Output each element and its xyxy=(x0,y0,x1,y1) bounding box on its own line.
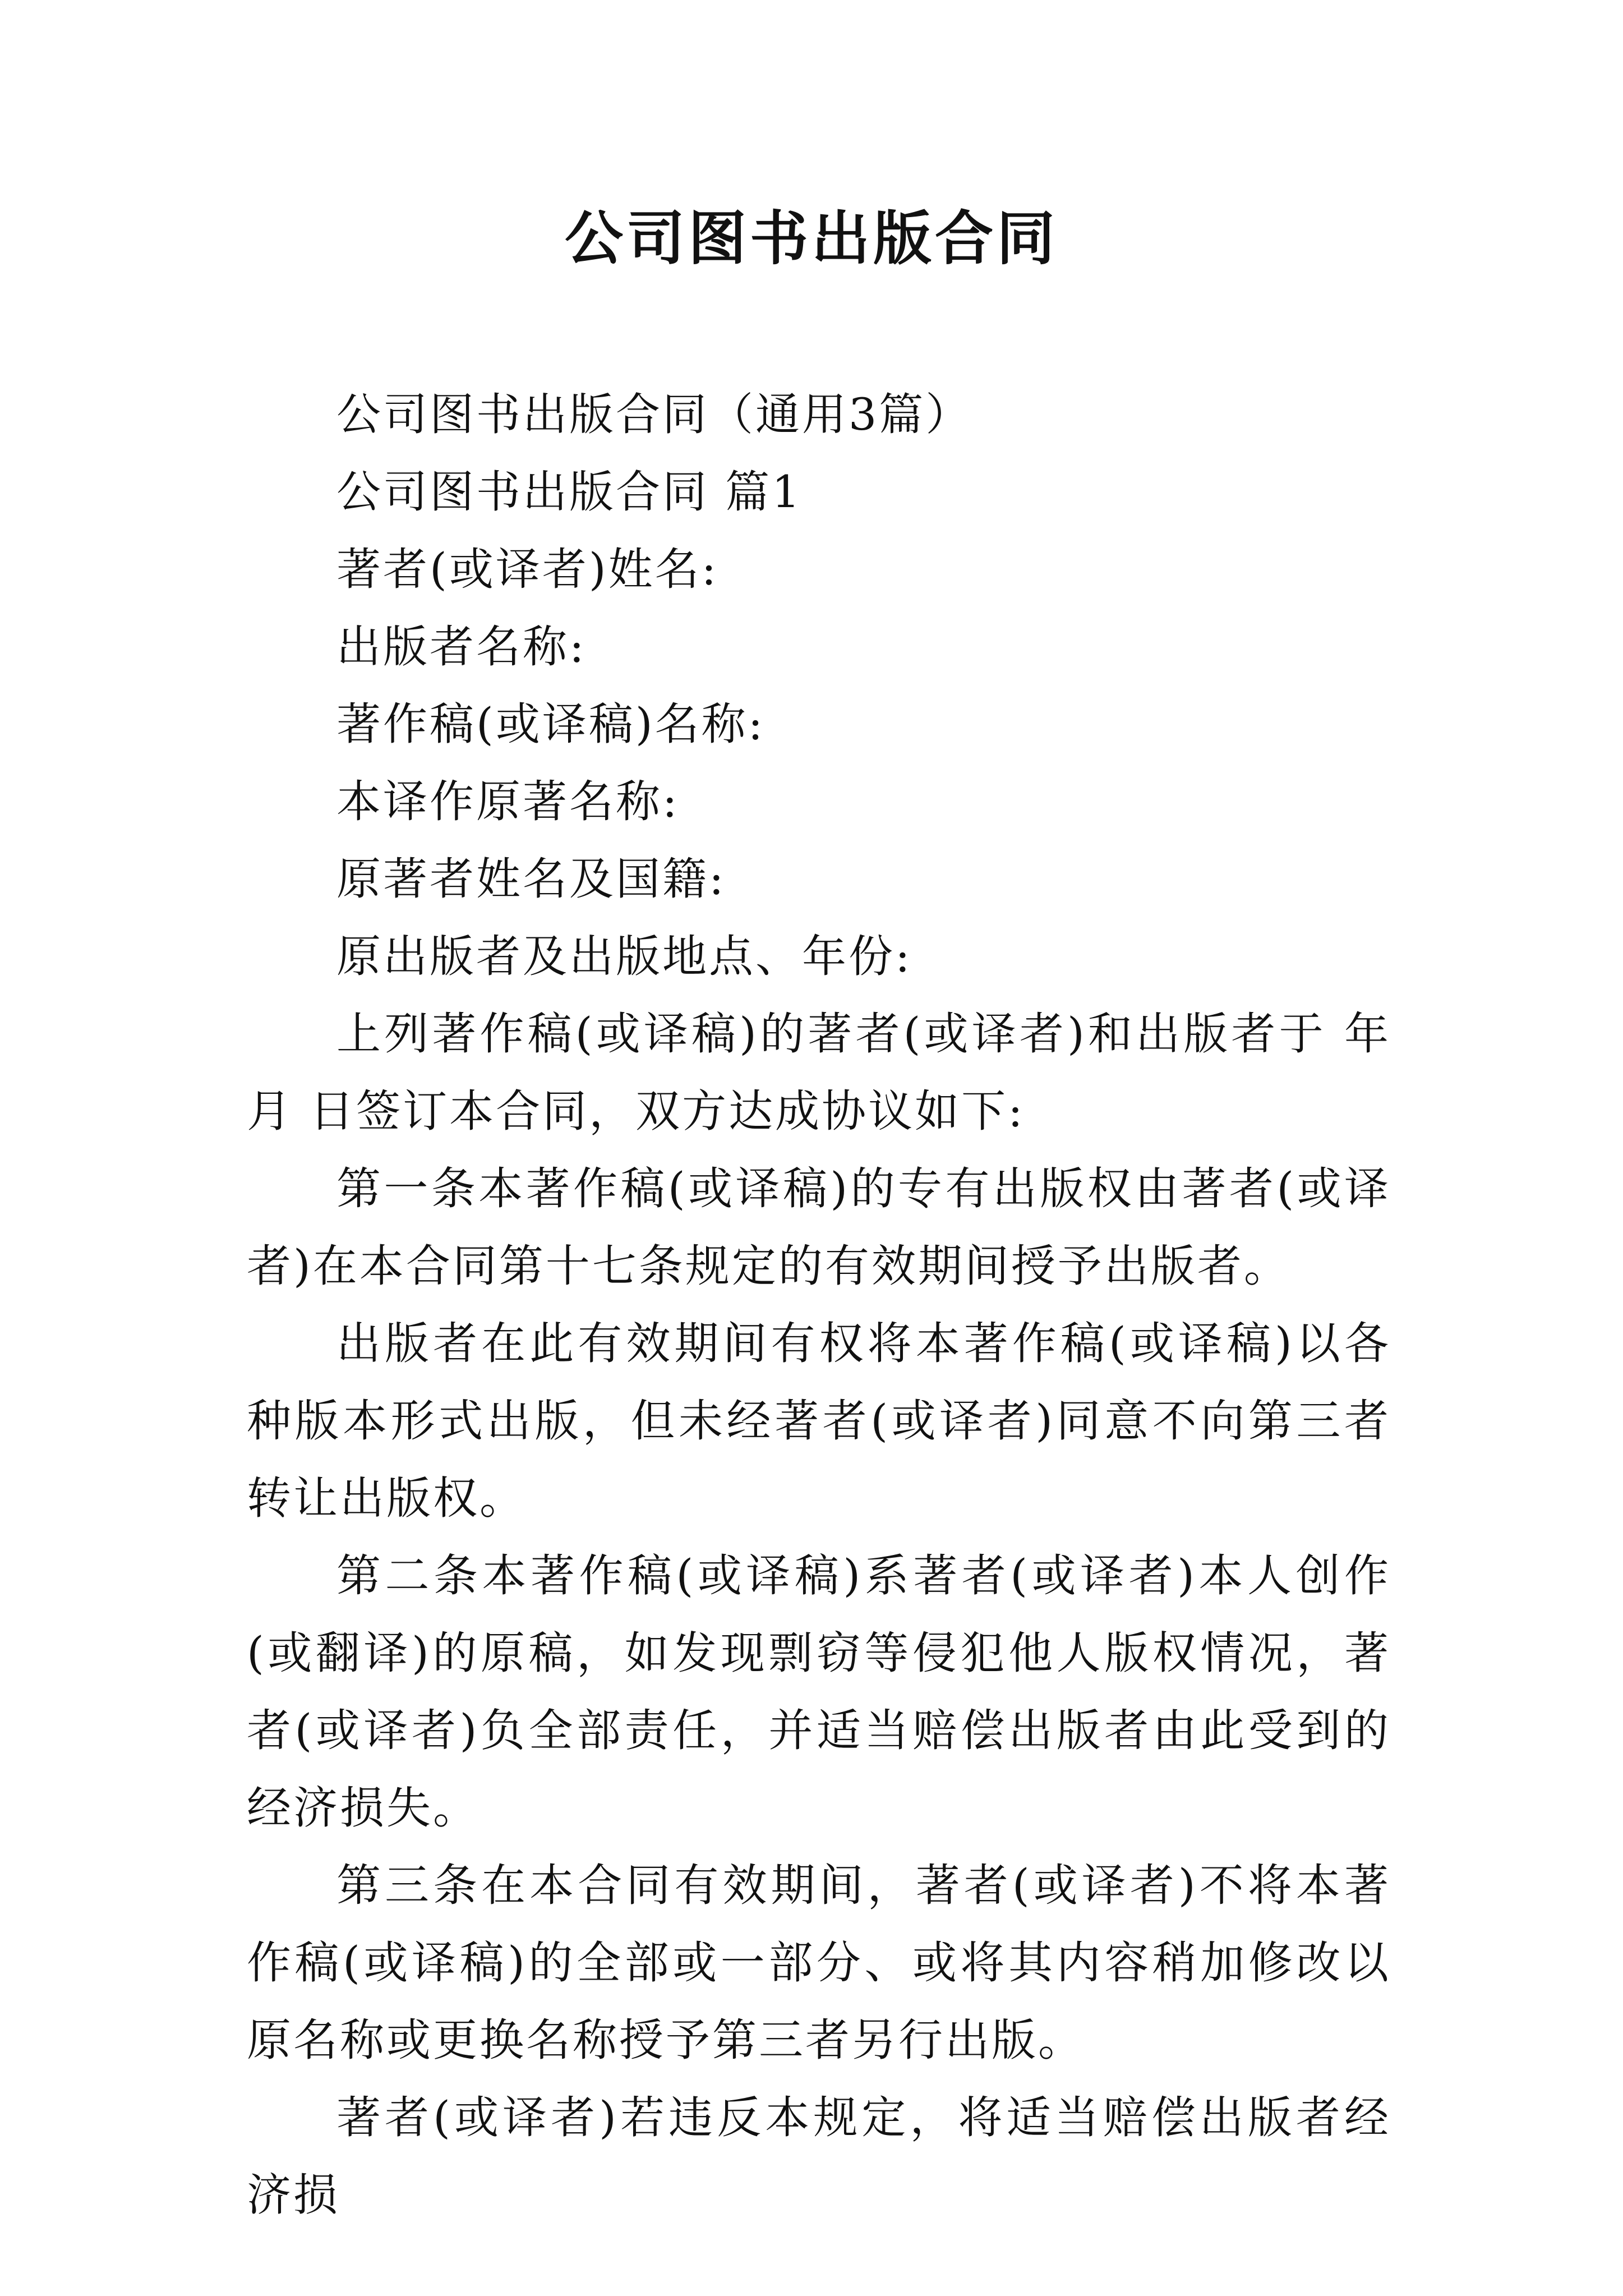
paragraph: 公司图书出版合同（通用3篇） xyxy=(336,389,972,440)
paragraph: 原著者姓名及国籍: xyxy=(336,853,726,905)
paragraph: 著作稿(或译稿)名称: xyxy=(336,698,766,750)
paragraph: 第三条在本合同有效期间，著者(或译者)不将本著作稿(或译稿)的全部或一部分、或将其内容稍加修改以原名称或更换名称授予第三者另行出版。 xyxy=(247,1860,1391,2066)
paragraph: 本译作原著名称: xyxy=(336,776,680,827)
paragraph: 著者(或译者)姓名: xyxy=(336,544,719,595)
paragraph: 上列著作稿(或译稿)的著者(或译者)和出版者于 年 月 日签订本合同，双方达成协议如下: xyxy=(247,1008,1391,1137)
paragraph: 公司图书出版合同 篇1 xyxy=(336,466,803,518)
paragraph: 第一条本著作稿(或译稿)的专有出版权由著者(或译者)在本合同第十七条规定的有效期间授予出版者。 xyxy=(247,1163,1391,1292)
paragraph: 第二条本著作稿(或译稿)系著者(或译者)本人创作(或翻译)的原稿，如发现剽窃等侵犯他人版权情况，著者(或译者)负全部责任，并适当赔偿出版者由此受到的经济损失。 xyxy=(247,1550,1391,1834)
document-title: 公司图书出版合同 xyxy=(564,204,1058,273)
paragraph: 原出版者及出版地点、年份: xyxy=(336,931,912,982)
paragraph: 出版者名称: xyxy=(336,621,587,673)
paragraph: 著者(或译者)若违反本规定，将适当赔偿出版者经济损 xyxy=(247,2092,1391,2221)
document-body xyxy=(247,376,1391,2234)
paragraph: 出版者在此有效期间有权将本著作稿(或译稿)以各种版本形式出版，但未经著者(或译者)同意不向第三者转让出版权。 xyxy=(247,1318,1391,1524)
